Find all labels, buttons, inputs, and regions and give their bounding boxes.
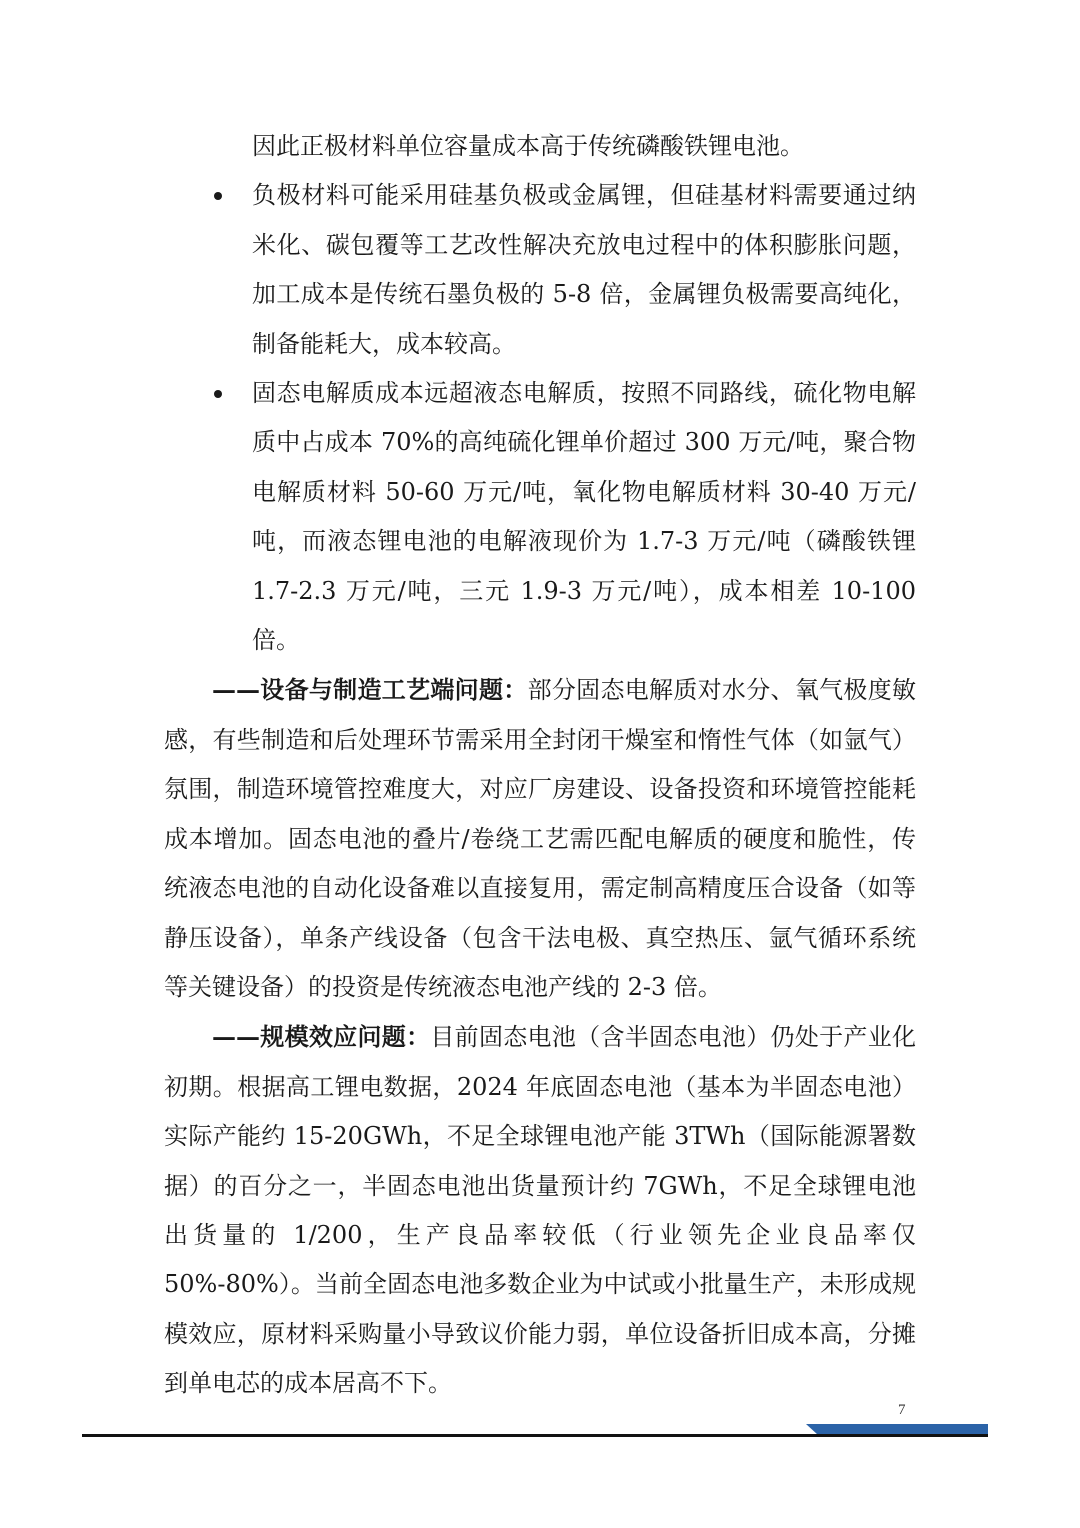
footer-rule — [82, 1434, 988, 1437]
page-number: 7 — [898, 1402, 906, 1418]
paragraph-lead: ——规模效应问题： — [212, 1022, 431, 1052]
bullet-text: 固态电解质成本远超液态电解质，按照不同路线，硫化物电解质中占成本 70%的高纯硫化锂单价超过 300 万元/吨，聚合物电解质材料 50-60 万元/吨，氧化物电解质材料 30-40 万元/吨，而液态锂电池的电解液现价为 1.7-3 万元/吨（磷酸铁锂 1.7-2.3 万元/吨，三元 1.9-3 万元/吨），成本相差 10-100 倍。 — [252, 379, 916, 655]
body-text — [164, 122, 916, 1409]
bullet-item-electrolyte — [164, 369, 916, 665]
bullet-list — [164, 171, 916, 665]
paragraph-scale — [164, 1012, 916, 1408]
paragraph-lead: ——设备与制造工艺端问题： — [212, 675, 528, 705]
paragraph-equipment — [164, 665, 916, 1012]
footer-accent-bar — [806, 1424, 988, 1434]
continuation-line: 因此正极材料单位容量成本高于传统磷酸铁锂电池。 — [252, 132, 804, 160]
bullet-dot-icon — [214, 390, 222, 398]
paragraph-body: 部分固态电解质对水分、氧气极度敏感，有些制造和后处理环节需采用全封闭干燥室和惰性气体（如氩气）氛围，制造环境管控难度大，对应厂房建设、设备投资和环境管控能耗成本增加。固态电池的叠片/卷绕工艺需匹配电解质的硬度和脆性，传统液态电池的自动化设备难以直接复用，需定制高精度压合设备（如等静压设备），单条产线设备（包含干法电极、真空热压、氩气循环系统等关键设备）的投资是传统液态电池产线的 2-3 倍。 — [164, 676, 917, 1001]
bullet-item-anode — [164, 171, 916, 369]
bullet-text: 负极材料可能采用硅基负极或金属锂，但硅基材料需要通过纳米化、碳包覆等工艺改性解决充放电过程中的体积膨胀问题，加工成本是传统石墨负极的 5-8 倍，金属锂负极需要高纯化，制备能耗大，成本较高。 — [252, 181, 916, 358]
bullet-dot-icon — [214, 192, 222, 200]
paragraph-body: 目前固态电池（含半固态电池）仍处于产业化初期。根据高工锂电数据，2024 年底固态电池（基本为半固态电池）实际产能约 15-20GWh，不足全球锂电池产能 3TWh（国际能源署数据）的百分之一，半固态电池出货量预计约 7GWh，不足全球锂电池出货量的 1/200，生产良品率较低（行业领先企业良品率仅 50%-80%）。当前全固态电池多数企业为中试或小批量生产，未形成规模效应，原材料采购量小导致议价能力弱，单位设备折旧成本高，分摊到单电芯的成本居高不下。 — [164, 1023, 917, 1398]
